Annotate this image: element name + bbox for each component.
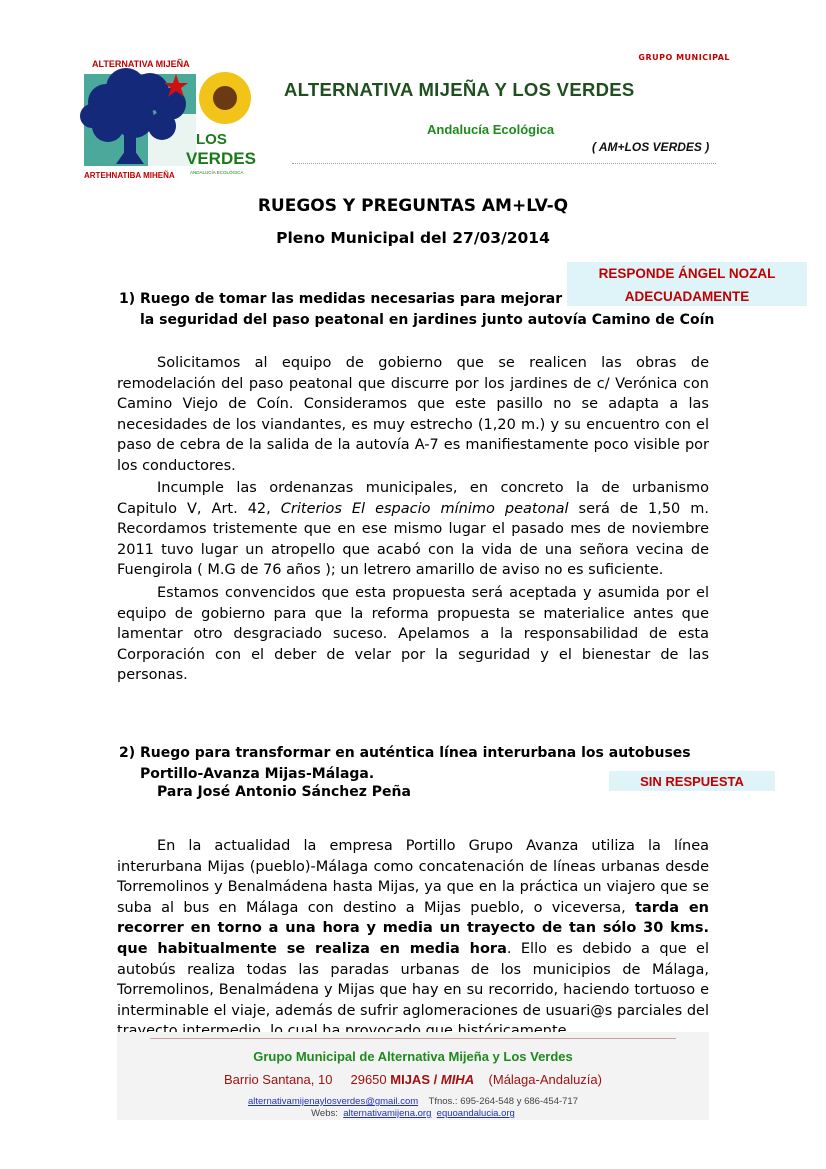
footer-divider [150,1038,676,1039]
grupo-municipal-label: GRUPO MUNICIPAL [638,53,730,62]
item2-p1-bold: tarda en recorrer en torno a una hora y media un trayecto de tan sólo 30 kms. que habitualmente se realiza en media hora [117,899,709,957]
footer-region: (Málaga-Andaluzía) [488,1072,602,1087]
item2-p1-start: En la actualidad la empresa Portillo Grupo Avanza utiliza la línea interurbana Mijas (pueblo)-Málaga como concatenación de líneas urbanas desde Torremolinos y Benalmádena hasta Mijas, ya que en la práctica un viajero que se suba al bus en Málaga con destino a Mijas pueblo, o viceversa, [117,838,709,916]
logo-verdes-text: VERDES [186,149,256,168]
item1-paragraph-3: Estamos convencidos que esta propuesta será aceptada y asumida por el equipo de gobierno para que la reforma propuesta se materialice antes que lamentar otro desgraciado suceso. Apelamos a la responsabilidad de esta Corporación con el deber de velar por la seguridad y el bienestar de las personas. [117,585,709,684]
header-divider [292,163,716,164]
footer-group-name: Grupo Municipal de Alternativa Mijeña y Los Verdes [253,1049,573,1064]
footer-address [117,1072,709,1087]
logo-top-text: ALTERNATIVA MIJEÑA [92,59,190,69]
item1-p2-start: Incumple las ordenanzas municipales, en concreto la de urbanismo Capitulo V, Art. 42, [117,480,709,517]
footer-email-link[interactable]: alternativamijenaylosverdes@gmail.com [247,1096,419,1107]
item2-p1-end: . Ello es debido a que el autobús realiza todas las paradas urbanas de los municipios de Málaga, Torremolinos, Benalmádena y Mijas que hay en su recorrido, haciendo tortuoso e interminable el viaje, además de sufrir aglomeraciones de usuari@s parciales del [117,940,709,1019]
item1-paragraph-1: Solicitamos al equipo de gobierno que se realicen las obras de remodelación del paso peatonal que discurre por los jardines de c/ Verónica con Camino Viejo de Coín. Consideramos que este pasillo no se adapta a las necesidades de los viandantes, es muy estrecho (1,20 m.) y su encuentro con el paso de cebra de la salida de la autovía A-7 es manifiestamente poco visible por los conductores. [117,355,709,474]
footer-postal: 29650 [350,1072,387,1087]
org-subtitle: Andalucía Ecológica [427,122,555,137]
org-title: ALTERNATIVA MIJEÑA Y LOS VERDES [284,79,635,100]
logo-los-text: LOS [196,131,227,148]
org-abbreviation: ( AM+LOS VERDES ) [592,140,710,154]
item1-heading-line1: 1) Ruego de tomar las medidas necesarias para mejorar [119,291,563,307]
footer-web2-link[interactable]: equoandalucia.org [436,1108,515,1119]
footer-webs [117,1108,709,1119]
item1-p2-end: será de 1,50 m. Recordamos tristemente que en ese mismo lugar el pasado mes de noviembre 2011 tuvo lugar un atropello que acabó con la vida de una señora vecina de Fuengirola ( M.G de 76 años ); un letrero amarillo de aviso no es suficiente. [117,500,709,579]
logo-bottom-text: ARTEHNATIBA MIHEÑA [84,171,175,180]
footer-contact [117,1096,709,1107]
item2-heading-line1: 2) Ruego para transformar en auténtica línea interurbana los autobuses [119,745,691,761]
item2-paragraph-1 [117,836,709,1042]
response-badge-1 [567,262,807,306]
item1-paragraph-2 [117,478,709,581]
document-title: RUEGOS Y PREGUNTAS AM+LV-Q [257,196,569,216]
document-subtitle: Pleno Municipal del 27/03/2014 [276,229,550,247]
footer-city-alt: MIHA [440,1072,475,1087]
logo-small-text: ANDALUCÍA ECOLÓGICA [190,170,244,175]
item1-heading-line2: la seguridad del paso peatonal en jardines junto autovía Camino de Coín [140,312,715,328]
item2-heading-line2: Portillo-Avanza Mijas-Málaga. [140,766,375,782]
footer-webs-label: Webs: [311,1108,338,1119]
party-logo [78,56,256,182]
response-badge-1-line2: ADECUADAMENTE [624,289,750,304]
footer-phones: Tfnos.: 695-264-548 y 686-454-717 [428,1096,578,1107]
item1-p2-italic: Criterios El espacio mínimo peatonal [280,500,569,517]
response-badge-2: SIN RESPUESTA [609,771,775,791]
footer-city: MIJAS / [390,1072,438,1087]
footer-web1-link[interactable]: alternativamijena.org [343,1108,432,1119]
footer-street: Barrio Santana, 10 [224,1072,333,1087]
item2-heading-line3: Para José Antonio Sánchez Peña [157,784,411,800]
response-badge-1-line1: RESPONDE ÁNGEL NOZAL [598,266,776,281]
